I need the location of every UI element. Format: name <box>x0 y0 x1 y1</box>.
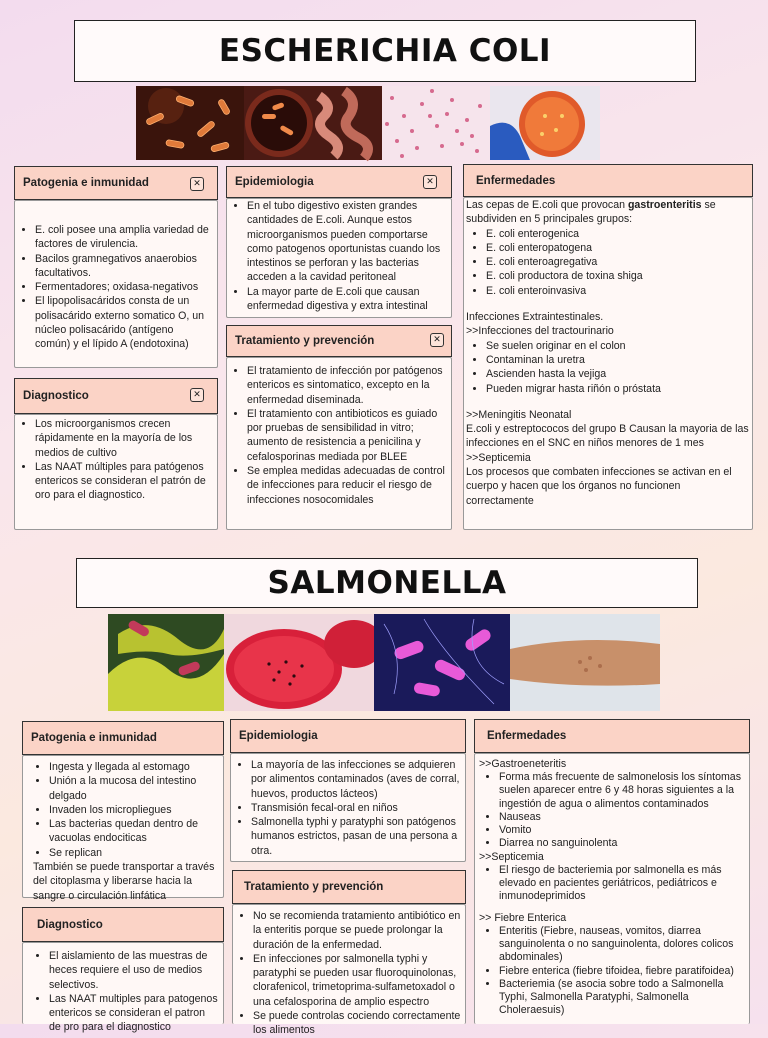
salmonella-enfermedades-body <box>474 753 750 1024</box>
intro-text: Las cepas de E.coli que provocan <box>466 199 628 211</box>
septicemia-text: Los procesos que combaten infecciones se activan en el cuerpo y hacen que los órganos no funcionen correctamente <box>466 466 732 507</box>
ecoli-title: ESCHERICHIA COLI <box>218 33 552 69</box>
list-item: • E. coli enteroagregativa <box>486 255 750 269</box>
septicemia-title: >>Septicemia <box>466 451 531 464</box>
list-item: • Enteritis (Fiebre, nauseas, vomitos, diarrea sanguinolenta o no sanguinolenta, dolores colicos abdominales) <box>499 925 747 965</box>
salmonella-microscopy-photo <box>374 614 510 711</box>
agar-plate-photo <box>224 614 374 711</box>
salmonella-epidemiologia-header <box>230 719 466 753</box>
salmonella-diagnostico-header <box>22 907 224 942</box>
list-item: • Fermentadores; oxidasa-negativos <box>35 280 211 294</box>
list-item: • Transmisión fecal-oral en niños <box>251 801 461 815</box>
list-item: • Forma más frecuente de salmonelosis los síntomas suelen aparecer entre 6 y 48 horas siguientes a la ingestión de agua o alimentos contaminados <box>499 771 747 811</box>
salmonella-title-box <box>76 558 698 608</box>
list-item: • La mayor parte de E.coli que causan enfermedad digestiva y extra intestinal <box>247 285 447 314</box>
salmonella-tratamiento-body <box>232 904 466 1037</box>
meningitis-title: >>Meningitis Neonatal <box>466 408 572 421</box>
ecoli-tratamiento-body <box>226 357 452 530</box>
list-item: • Ascienden hasta la vejiga <box>486 367 750 381</box>
list-item: • Bacteriemia (se asocia sobre todo a Salmonella Typhi, Salmonella Paratyphi, Salmonella Choleraesuis) <box>499 978 747 1018</box>
list-item: • En el tubo digestivo existen grandes cantidades de E.coli. Aunque estos microorganismos pueden comportarse como patogenos oportunistas cuando los intestinos se perforan y las bacterias acceden a la cavidad peritoneal <box>247 199 447 285</box>
ecoli-epidemiologia-body <box>226 198 452 318</box>
list-item: • Nauseas <box>499 811 747 824</box>
ecoli-photo-strip <box>136 86 600 160</box>
salmonella-tratamiento-heading: Tratamiento y prevención <box>244 881 384 893</box>
close-icon[interactable]: ✕ <box>423 175 437 189</box>
salmonella-epidemiologia-heading: Epidemiologia <box>239 730 318 742</box>
ecoli-patogenia-heading: Patogenia e inmunidad <box>23 177 149 189</box>
intro-bold: gastroenteritis <box>627 199 702 211</box>
list-item: • Se suelen originar en el colon <box>486 339 750 353</box>
salmonella-patogenia-heading: Patogenia e inmunidad <box>31 732 157 744</box>
patogenia-note: También se puede transportar a través del citoplasma y liberarse hacia la sangre o circulación linfática <box>33 861 215 902</box>
petri-dish-photo <box>490 86 600 160</box>
list-item: • Las NAAT multiples para patogenos entericos se consideran el patron de pro para el diagnostico <box>49 992 219 1035</box>
ecoli-diagnostico-heading: Diagnostico <box>23 390 89 402</box>
ecoli-patogenia-header <box>14 166 218 200</box>
extra-sub: >>Infecciones del tractourinario <box>466 325 614 338</box>
close-icon[interactable]: ✕ <box>190 388 204 402</box>
close-icon[interactable]: ✕ <box>430 333 444 347</box>
list-item: • E. coli productora de toxina shiga <box>486 269 750 283</box>
ecoli-bacteria-photo <box>136 86 244 160</box>
list-item: • El lipopolisacáridos consta de un polisacárido externo somatico O, un núcleo polisacárido (antígeno común) y el lípido A (endotoxina) <box>35 294 211 351</box>
rash-arm-photo <box>510 614 660 711</box>
list-item: • E. coli enterogenica <box>486 227 750 241</box>
ecoli-enfermedades-intro <box>466 198 750 227</box>
list-item: • Unión a la mucosa del intestino delgado <box>49 774 219 803</box>
list-item: • Vomito <box>499 824 747 837</box>
salmonella-title: SALMONELLA <box>267 565 507 601</box>
list-item: • Se emplea medidas adecuadas de control de infecciones para reducir el riesgo de infecciones nosocomidales <box>247 464 447 507</box>
list-item: • E. coli enteropatogena <box>486 241 750 255</box>
list-item: • Salmonella typhi y paratyphi son patógenos humanos estrictos, pasan de una persona a otra. <box>251 815 461 858</box>
list-item: • Fiebre enterica (fiebre tifoidea, fiebre paratifoidea) <box>499 965 747 978</box>
ecoli-diagnostico-header <box>14 378 218 414</box>
list-item: • Pueden migrar hasta riñón o próstata <box>486 382 750 396</box>
ecoli-epidemiologia-heading: Epidemiologia <box>235 176 314 188</box>
salmonella-tratamiento-header <box>232 870 466 904</box>
meningitis-text: E.coli y estreptococos del grupo B Causan la mayoria de las infecciones en el SNC en niños menores de 1 mes <box>466 423 749 450</box>
list-item: • Diarrea no sanguinolenta <box>499 837 747 850</box>
salmonella-epidemiologia-body <box>230 753 466 862</box>
salmonella-patogenia-body <box>22 755 224 902</box>
list-item: • E. coli posee una amplia variedad de factores de virulencia. <box>35 223 211 252</box>
list-item: • El tratamiento con antibioticos es guiado por pruebas de sensibilidad in vitro; aumento de resistencia a penicilina y cefalosporinas mediada por BLEE <box>247 407 447 464</box>
ecoli-tratamiento-header <box>226 325 452 357</box>
ecoli-tratamiento-heading: Tratamiento y prevención <box>235 335 375 347</box>
salmonella-enfermedades-header <box>474 719 750 753</box>
list-item: • Las NAAT múltiples para patógenos entericos se consideran el patrón de oro para el diagnostico. <box>35 460 211 503</box>
salmonella-diagnostico-heading: Diagnostico <box>37 918 103 931</box>
gram-stain-photo <box>382 86 490 160</box>
list-item: • Se puede controlas cociendo correctamente los alimentos <box>253 1009 461 1038</box>
close-icon[interactable]: ✕ <box>190 177 204 191</box>
list-item: • Invaden los micropliegues <box>49 803 219 817</box>
list-item: • El tratamiento de infección por patógenos entericos es sintomatico, excepto en la enfermedad diseminada. <box>247 364 447 407</box>
intro-text: se subdividen en 5 principales grupos: <box>466 199 716 226</box>
gastro-title: >>Gastroeneteritis <box>479 758 567 770</box>
ecoli-diagnostico-body <box>14 414 218 530</box>
list-item: • Bacilos gramnegativos anaerobios facultativos. <box>35 252 211 281</box>
list-item: • Contaminan la uretra <box>486 353 750 367</box>
salmonella-diagnostico-body <box>22 942 224 1034</box>
fiebre-title: >> Fiebre Enterica <box>479 911 567 924</box>
salmonella-patogenia-header <box>22 721 224 755</box>
list-item: • No se recomienda tratamiento antibiótico en la enteritis porque se puede prolongar la duración de la enfermedad. <box>253 909 461 952</box>
septicemia-title: >>Septicemia <box>479 850 544 863</box>
salmonella-photo-strip <box>108 614 660 711</box>
list-item: • Los microorganismos crecen rápidamente en la mayoría de los medios de cultivo <box>35 417 211 460</box>
ecoli-enfermedades-body <box>463 197 753 530</box>
list-item: • Las bacterias quedan dentro de vacuolas endociticas <box>49 817 219 846</box>
ecoli-enfermedades-header <box>463 164 753 197</box>
ecoli-epidemiologia-header <box>226 166 452 198</box>
salmonella-enfermedades-heading: Enfermedades <box>487 730 567 742</box>
list-item: • El aislamiento de las muestras de heces requiere el uso de medios selectivos. <box>49 949 219 992</box>
salmonella-bacteria-photo <box>108 614 224 711</box>
ecoli-title-box <box>74 20 696 82</box>
ecoli-enfermedades-heading: Enfermedades <box>476 174 556 187</box>
intestine-bacteria-photo <box>244 86 382 160</box>
list-item: • Ingesta y llegada al estomago <box>49 760 219 774</box>
list-item: • La mayoría de las infecciones se adquieren por alimentos contaminados (aves de corral, huevos, productos lácteos) <box>251 758 461 801</box>
list-item: • E. coli enteroinvasiva <box>486 284 750 298</box>
list-item: • En infecciones por salmonella typhi y paratyphi se pueden usar fluoroquinolonas, clorafenicol, trimetoprima-sulfametoxadol o una cefalosporina de amplio espectro <box>253 952 461 1009</box>
extra-title: Infecciones Extraintestinales. <box>466 311 604 324</box>
list-item: • Se replican <box>49 846 219 860</box>
ecoli-patogenia-body <box>14 200 218 368</box>
list-item: • El riesgo de bacteriemia por salmonella es más elevado en pacientes geriátricos, pediátricos e inmunodeprimidos <box>499 864 747 904</box>
